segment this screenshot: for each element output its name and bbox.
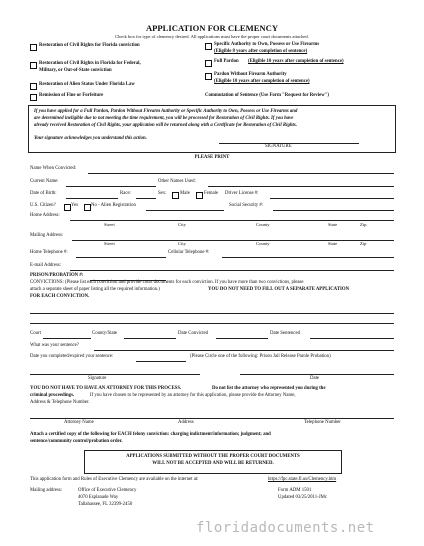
commutation-label: Commutation of Sentence (Use Form "Request for Review") bbox=[205, 93, 329, 98]
attorney-info-line[interactable] bbox=[30, 418, 394, 419]
restoration-federal-label-2: Military, or Out-of-State conviction bbox=[39, 68, 112, 73]
race-label: Race: bbox=[120, 191, 131, 196]
convictions-line-2b: YOU DO NOT NEED TO FILL OUT A SEPARATE APPLICATION bbox=[208, 287, 350, 292]
mailing-address-field[interactable] bbox=[72, 240, 394, 241]
attorney-col-address: Address bbox=[178, 420, 194, 425]
alien-registration-field[interactable] bbox=[146, 210, 224, 211]
warning-line-1: APPLICATIONS SUBMITTED WITHOUT THE PROPER COURT DOCUMENTS bbox=[126, 454, 300, 459]
citizen-label: U.S. Citizen? bbox=[30, 203, 56, 208]
ssn-field[interactable] bbox=[273, 210, 394, 211]
applicant-signature-line[interactable] bbox=[30, 374, 200, 375]
mail-addr-col-street: Street bbox=[104, 241, 115, 246]
citizen-yes-checkbox[interactable] bbox=[64, 204, 71, 211]
attorney-line-3: Address & Telephone Number. bbox=[30, 400, 90, 405]
mailing-address-footer-label: Mailing address: bbox=[30, 488, 63, 493]
attorney-line-1a: YOU DO NOT HAVE TO HAVE AN ATTORNEY FOR THIS PROCESS. bbox=[30, 386, 182, 391]
office-name: Office of Executive Clemency bbox=[78, 488, 137, 493]
pardon-no-firearm-label: Pardon Without Firearm Authority bbox=[214, 72, 287, 77]
date-convicted-label: Date Convicted bbox=[178, 331, 208, 336]
driver-license-label: Driver License #: bbox=[225, 191, 259, 196]
male-label: Male bbox=[180, 191, 190, 196]
firearms-authority-checkbox[interactable] bbox=[205, 43, 212, 50]
attach-line-2: sentence/community control/probation order. bbox=[30, 439, 123, 444]
restoration-federal-label: Restoration of Civil Rights in Florida for Federal, bbox=[39, 61, 141, 66]
citizen-no-checkbox[interactable] bbox=[84, 204, 91, 211]
site-watermark: floridadocuments.net bbox=[196, 520, 375, 536]
home-addr-col-state: State bbox=[328, 222, 338, 227]
dob-label: Date of Birth: bbox=[30, 191, 57, 196]
restoration-florida-label: Restoration of Civil Rights for Florida conviction bbox=[39, 43, 140, 48]
dob-field[interactable] bbox=[66, 198, 118, 199]
court-field[interactable] bbox=[43, 338, 91, 339]
driver-license-field[interactable] bbox=[270, 198, 394, 199]
home-phone-field[interactable] bbox=[76, 257, 166, 258]
other-names-label: Other Names Used: bbox=[158, 179, 196, 184]
mailing-address-label: Mailing Address: bbox=[30, 233, 64, 238]
home-addr-col-county: County bbox=[256, 222, 270, 227]
cell-phone-field[interactable] bbox=[222, 257, 394, 258]
firearms-authority-label: Specific Authority to Own, Possess or Use Firearms bbox=[214, 42, 320, 47]
home-addr-col-zip: Zip bbox=[360, 222, 367, 227]
mail-addr-col-county: County bbox=[256, 241, 270, 246]
attorney-line-1b: Do not list the attorney who represented you during the bbox=[212, 386, 326, 391]
page-title: APPLICATION FOR CLEMENCY bbox=[145, 23, 279, 33]
mail-addr-col-city: City bbox=[178, 241, 186, 246]
home-addr-col-street: Street bbox=[104, 222, 115, 227]
citizen-yes-label: Yes bbox=[71, 203, 78, 208]
alien-status-checkbox[interactable] bbox=[30, 83, 37, 90]
date-completed-field[interactable] bbox=[136, 361, 186, 362]
sentence-label: What was your sentence? bbox=[30, 343, 79, 348]
attorney-col-phone: Telephone Number bbox=[304, 420, 341, 425]
pardon-no-firearm-eligibility-note: (Eligible 10 years after completion of sentence) bbox=[214, 79, 310, 84]
date-convicted-field[interactable] bbox=[216, 338, 268, 339]
email-label: E-mail Address: bbox=[30, 263, 62, 268]
date-sentenced-field[interactable] bbox=[310, 338, 394, 339]
full-pardon-checkbox[interactable] bbox=[205, 60, 212, 67]
notice-box bbox=[28, 105, 396, 153]
ssn-label: Social Security #: bbox=[229, 203, 264, 208]
circle-one-label: (Please Circle one of the following: Prison Jail Release Parole Probation) bbox=[190, 354, 331, 359]
date-completed-label: Date you completed/expired your sentence: bbox=[30, 354, 114, 359]
date-label: Date bbox=[310, 376, 320, 381]
full-pardon-eligibility-note: (Eligible 10 years after completion of sentence) bbox=[248, 59, 344, 64]
form-updated: Updated 03/25/2011-JMc bbox=[278, 495, 327, 500]
current-name-field[interactable] bbox=[66, 186, 156, 187]
attorney-line-2b: If you have chosen to be represented by an attorney for this application, please provide the Attorney Name, bbox=[90, 393, 296, 398]
sex-label: Sex: bbox=[158, 191, 167, 196]
prison-probation-label: PRISON/PROBATION #: bbox=[30, 273, 84, 278]
warning-box bbox=[84, 450, 342, 474]
office-street: 4070 Esplanade Way bbox=[78, 495, 119, 500]
firearms-eligibility-note: (Eligible 8 years after completion of sentence) bbox=[214, 49, 308, 54]
warning-line-2: WILL NOT BE ACCEPTED AND WILL BE RETURNED. bbox=[152, 461, 274, 466]
notice-line-3: already received Restoration of Civil Rights, your application will be returned along with a Certificate for Restoration of Civil Rights. bbox=[34, 123, 297, 128]
name-convicted-label: Name When Convicted: bbox=[30, 166, 77, 171]
female-label: Female bbox=[204, 191, 219, 196]
restoration-federal-checkbox[interactable] bbox=[30, 62, 37, 69]
convictions-line-1: CONVICTIONS: (Please list each conviction and provide court documents for each conviction. If you have more than two convictions, please bbox=[30, 280, 304, 285]
notice-ack: Your signature acknowledges you understand this action. bbox=[34, 136, 147, 141]
notice-line-1: If you have applied for a Full Pardon, Pardon Without Firearm Authority or Specific Authority to Own, Possess or Use Firearms and bbox=[34, 109, 298, 114]
office-city: Tallahassee, FL 32399-2450 bbox=[78, 502, 133, 507]
home-phone-label: Home Telephone #: bbox=[30, 250, 68, 255]
notice-signature-label: SIGNATURE bbox=[265, 144, 292, 149]
name-convicted-field[interactable] bbox=[88, 173, 394, 174]
attorney-col-name: Attorney Name bbox=[64, 420, 94, 425]
date-sentenced-label: Date Sentenced bbox=[270, 331, 300, 336]
home-addr-col-city: City bbox=[178, 222, 186, 227]
court-label: Court bbox=[30, 331, 41, 336]
other-names-field[interactable] bbox=[208, 186, 394, 187]
sentence-field[interactable] bbox=[94, 350, 394, 351]
applicant-date-line[interactable] bbox=[240, 374, 394, 375]
restoration-florida-checkbox[interactable] bbox=[30, 44, 37, 51]
male-checkbox[interactable] bbox=[172, 192, 179, 199]
race-field[interactable] bbox=[136, 198, 156, 199]
clemency-url-link[interactable]: https://fpc.state.fl.us/Clemency.htm bbox=[268, 477, 337, 482]
internet-availability-text: This application form and Rules of Executive Clemency are available on the internet at: bbox=[30, 477, 199, 482]
current-name-label: Current Name: bbox=[30, 179, 59, 184]
form-id: Form ADM 1501 bbox=[278, 488, 312, 493]
home-address-label: Home Address: bbox=[30, 213, 60, 218]
alien-registration-label: No - Alien Registration bbox=[91, 203, 136, 208]
remission-label: Remission of Fine or Forfeiture bbox=[39, 93, 104, 98]
conviction-line-2[interactable] bbox=[30, 323, 394, 324]
attach-line-1: Attach a certified copy of the following for EACH felony conviction: charging indictment/information; judgment; and bbox=[30, 432, 271, 437]
mail-addr-col-zip: Zip bbox=[360, 241, 367, 246]
page-subtitle: Check box for type of clemency desired. All applications must have the proper court documents attached. bbox=[115, 34, 309, 39]
pardon-no-firearm-checkbox[interactable] bbox=[205, 73, 212, 80]
remission-checkbox[interactable] bbox=[30, 94, 37, 101]
attorney-line-2a: criminal proceedings. bbox=[30, 393, 75, 398]
email-field[interactable] bbox=[70, 270, 394, 271]
mail-addr-col-state: State bbox=[328, 241, 338, 246]
alien-status-label: Restoration of Alien Status Under Florida Law bbox=[39, 82, 135, 87]
county-state-label: County/State bbox=[92, 331, 118, 336]
convictions-line-2: attach a separate sheet of paper listing all the required information.) bbox=[30, 287, 160, 292]
female-checkbox[interactable] bbox=[196, 192, 203, 199]
home-address-field[interactable] bbox=[70, 220, 394, 221]
convictions-line-3: FOR EACH CONVICTION. bbox=[30, 294, 90, 299]
cell-phone-label: Cellular Telephone #: bbox=[168, 250, 210, 255]
signature-label: Signature bbox=[88, 376, 107, 381]
full-pardon-label: Full Pardon bbox=[214, 59, 239, 64]
notice-line-2: are determined ineligible due to not meeting the time requirement, you will be processed for Restoration of Civil Rights. If you have bbox=[34, 116, 294, 121]
please-print-heading: PLEASE PRINT bbox=[194, 155, 230, 160]
conviction-line-1[interactable] bbox=[30, 313, 394, 314]
county-state-field[interactable] bbox=[124, 338, 176, 339]
